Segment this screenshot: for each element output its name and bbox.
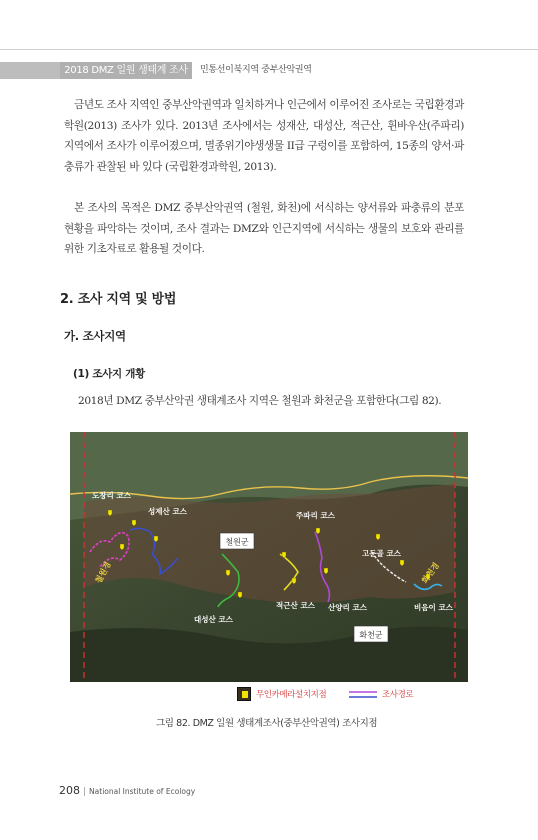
survey-map — [70, 432, 468, 682]
sub-subsection-heading: (1) 조사지 개황 — [73, 368, 145, 380]
body-paragraph-2 — [64, 198, 464, 260]
map-legend — [237, 686, 441, 704]
map-label-dochangri: 도창리 코스 — [92, 491, 131, 500]
map-label-hwacheon: 화천군 — [359, 630, 383, 640]
page-footer — [59, 784, 195, 797]
map-label-sanyangri: 산양리 코스 — [328, 603, 367, 612]
map-label-jeokgeunsan: 적근산 코스 — [276, 601, 315, 610]
map-label-godungol: 고둔골 코스 — [362, 549, 401, 558]
map-label-hwacheon-side: 화천경 — [420, 560, 441, 586]
map-label-jupari: 주파리 코스 — [296, 511, 335, 520]
map-label-cheorwon: 철원군 — [225, 537, 249, 547]
footer-divider: | — [83, 787, 87, 797]
header-tab: 2018 DMZ 일원 생태계 조사 — [60, 62, 192, 79]
map-label-daeseongsan: 대성산 코스 — [194, 615, 233, 624]
footer-organization: National Institute of Ecology — [89, 787, 196, 796]
legend-route-label: 조사경로 — [382, 690, 414, 700]
camera-legend-icon — [237, 687, 251, 701]
body-paragraph-1 — [64, 95, 464, 177]
map-label-seongjesan: 성제산 코스 — [148, 507, 187, 516]
map-label-cheorwon-side: 철원경 — [93, 560, 113, 585]
top-rule — [0, 49, 538, 50]
route-legend-icon — [349, 689, 377, 701]
header-section-label: 민통선이북지역 중부산악권역 — [200, 65, 312, 75]
legend-camera-label: 무인카메라설치지점 — [256, 690, 327, 700]
subsection-heading: 가. 조사지역 — [64, 329, 126, 343]
section-heading: 2. 조사 지역 및 방법 — [60, 292, 177, 307]
figure-caption: 그림 82. DMZ 일원 생태계조사(중부산악권역) 조사지점 — [156, 718, 378, 729]
body-paragraph-2-text: 본 조사의 목적은 DMZ 중부산악권역 (철원, 화천)에 서식하는 양서류와 파충류의 분포현황을 파악하는 것이며, 조사 결과는 DMZ와 인근지역에 서식하는 생물의 보호와 관리를 위한 기초자료로 활용될 것이다. — [64, 202, 464, 255]
map-label-bieumi: 비음이 코스 — [414, 603, 453, 612]
header-tab-band — [0, 62, 60, 79]
body-paragraph-1-text: 금년도 조사 지역인 중부산악권역과 일치하거나 인근에서 이루어진 조사로는 국립환경과학원(2013) 조사가 있다. 2013년 조사에서는 성재산, 대성산, 적근산, 휜바우산(주파리) 지역에서 조사가 이루어졌으며, 멸종위기야생생물 II급 구렁이를 포함하여, 15종의 양서·파충류가 관찰된 바 있다 (국립환경과학원, 2013). — [64, 99, 464, 173]
intro-sentence: 2018년 DMZ 중부산악권 생태계조사 지역은 철원과 화천군을 포함한다(그림 82). — [78, 395, 442, 407]
page-number: 208 — [59, 784, 80, 797]
